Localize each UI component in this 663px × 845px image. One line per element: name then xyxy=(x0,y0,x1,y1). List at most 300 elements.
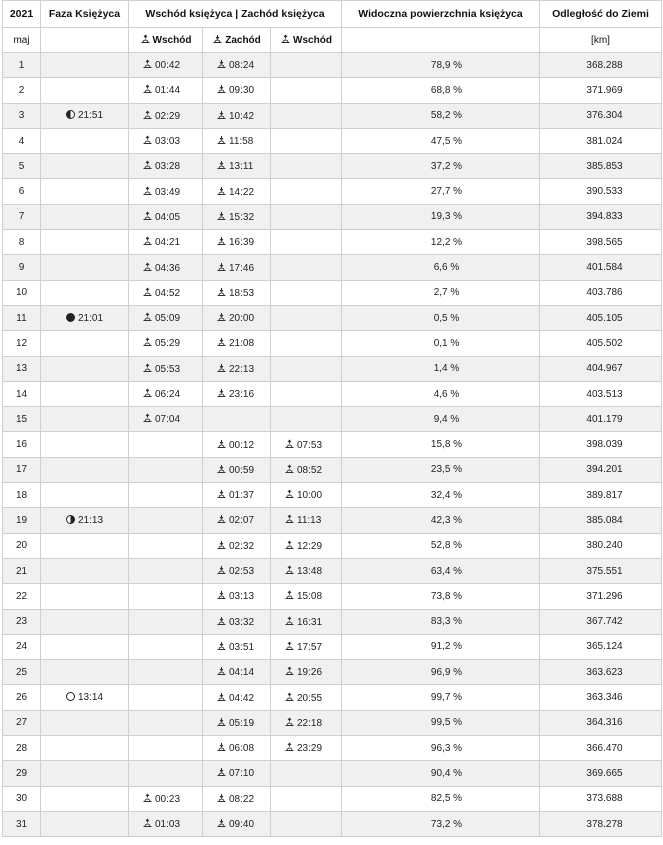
table-row xyxy=(3,786,662,811)
moonrise-cell xyxy=(129,356,203,381)
phase-cell xyxy=(41,786,129,811)
visible-surface-cell: 90,4 % xyxy=(342,761,540,786)
phase-cell xyxy=(41,154,129,179)
moonrise2-cell xyxy=(271,103,342,128)
set-time: 08:24 xyxy=(229,60,255,72)
moonrise2-cell xyxy=(271,230,342,255)
distance-cell: 381.024 xyxy=(540,128,662,153)
moonrise-cell xyxy=(129,381,203,406)
moonset-cell xyxy=(203,660,271,685)
visible-surface-cell: 96,3 % xyxy=(342,736,540,761)
moonrise2-cell xyxy=(271,356,342,381)
moonrise-icon xyxy=(284,514,295,524)
moonrise-cell xyxy=(129,305,203,330)
moonset-icon xyxy=(216,641,227,651)
table-row xyxy=(3,128,662,153)
moonrise2-cell xyxy=(271,483,342,508)
moonrise-cell xyxy=(129,761,203,786)
moonrise-cell xyxy=(129,53,203,78)
phase-time: 21:51 xyxy=(77,110,104,122)
moonrise2-cell xyxy=(271,255,342,280)
day-cell: 15 xyxy=(3,407,41,432)
moonrise-cell xyxy=(129,811,203,836)
moonset-icon xyxy=(216,666,227,676)
set-time: 09:40 xyxy=(229,819,255,831)
table-row xyxy=(3,710,662,735)
visible-surface-cell: 83,3 % xyxy=(342,609,540,634)
moonrise2-cell xyxy=(271,457,342,482)
rise2-time: 10:00 xyxy=(297,490,323,502)
moonset-cell xyxy=(203,634,271,659)
visible-surface-cell: 1,4 % xyxy=(342,356,540,381)
distance-cell: 405.502 xyxy=(540,331,662,356)
moonrise-icon xyxy=(142,262,153,272)
distance-cell: 403.786 xyxy=(540,280,662,305)
phase-cell xyxy=(41,660,129,685)
distance-cell: 398.565 xyxy=(540,230,662,255)
moonrise-icon xyxy=(284,464,295,474)
visible-surface-cell: 0,5 % xyxy=(342,305,540,330)
table-row xyxy=(3,736,662,761)
moonrise-icon xyxy=(142,287,153,297)
moonrise-cell xyxy=(129,508,203,533)
distance-cell: 394.201 xyxy=(540,457,662,482)
moonrise-cell xyxy=(129,280,203,305)
day-cell: 30 xyxy=(3,786,41,811)
table-row xyxy=(3,660,662,685)
phase-cell xyxy=(41,533,129,558)
moonset-cell xyxy=(203,78,271,103)
moonrise-cell xyxy=(129,230,203,255)
table-row xyxy=(3,761,662,786)
phase-cell xyxy=(41,204,129,229)
moonset-icon xyxy=(216,110,227,120)
distance-cell: 401.584 xyxy=(540,255,662,280)
set-time: 17:46 xyxy=(229,262,255,274)
moonrise-icon xyxy=(142,793,153,803)
rise2-time: 11:13 xyxy=(297,515,322,527)
phase-cell xyxy=(41,53,129,78)
moonset-icon xyxy=(216,464,227,474)
distance-cell: 380.240 xyxy=(540,533,662,558)
phase-cell xyxy=(41,736,129,761)
day-cell: 19 xyxy=(3,508,41,533)
header-row-sub xyxy=(3,28,662,53)
moonrise-icon xyxy=(142,135,153,145)
moonset-icon xyxy=(212,34,223,44)
visible-surface-cell: 78,9 % xyxy=(342,53,540,78)
moonrise-icon xyxy=(142,236,153,246)
table-row xyxy=(3,634,662,659)
distance-cell: 364.316 xyxy=(540,710,662,735)
rise1-time: 05:09 xyxy=(155,313,181,325)
distance-cell: 373.688 xyxy=(540,786,662,811)
table-row xyxy=(3,381,662,406)
visible-surface-cell: 99,5 % xyxy=(342,710,540,735)
set-time: 03:32 xyxy=(229,616,255,628)
visible-surface-cell: 4,6 % xyxy=(342,381,540,406)
moonset-icon xyxy=(216,565,227,575)
visible-surface-cell: 99,7 % xyxy=(342,685,540,710)
table-row xyxy=(3,53,662,78)
moonrise2-cell xyxy=(271,432,342,457)
moonrise-cell xyxy=(129,331,203,356)
day-cell: 5 xyxy=(3,154,41,179)
moonset-icon xyxy=(216,262,227,272)
moonrise-icon xyxy=(284,742,295,752)
moonrise2-cell xyxy=(271,558,342,583)
moonrise-icon xyxy=(284,641,295,651)
set-time: 02:07 xyxy=(229,515,255,527)
distance-cell: 404.967 xyxy=(540,356,662,381)
distance-cell: 385.853 xyxy=(540,154,662,179)
moonset-icon xyxy=(216,211,227,221)
distance-cell: 371.296 xyxy=(540,584,662,609)
moonrise2-cell xyxy=(271,53,342,78)
table-row xyxy=(3,179,662,204)
moonrise-icon xyxy=(142,388,153,398)
moonrise-icon xyxy=(142,312,153,322)
rise1-time: 02:29 xyxy=(155,110,181,122)
visible-surface-cell: 19,3 % xyxy=(342,204,540,229)
table-row xyxy=(3,230,662,255)
distance-cell: 376.304 xyxy=(540,103,662,128)
visible-surface-cell: 47,5 % xyxy=(342,128,540,153)
day-cell: 11 xyxy=(3,305,41,330)
phase-cell xyxy=(41,609,129,634)
moonset-cell xyxy=(203,609,271,634)
phase-cell xyxy=(41,710,129,735)
moonset-cell xyxy=(203,255,271,280)
distance-cell: 365.124 xyxy=(540,634,662,659)
set-time: 07:10 xyxy=(229,768,255,780)
rise1-time: 06:24 xyxy=(155,389,181,400)
phase-cell xyxy=(41,381,129,406)
rise2-subheader xyxy=(271,28,342,53)
set-time: 18:53 xyxy=(229,287,255,299)
distance-cell: 371.969 xyxy=(540,78,662,103)
moonset-icon xyxy=(216,590,227,600)
moonrise-icon xyxy=(142,211,153,221)
day-cell: 29 xyxy=(3,761,41,786)
set-time: 00:59 xyxy=(229,464,255,476)
day-cell: 13 xyxy=(3,356,41,381)
moonrise2-cell xyxy=(271,78,342,103)
moonset-cell xyxy=(203,356,271,381)
day-cell: 17 xyxy=(3,457,41,482)
moonrise2-cell xyxy=(271,533,342,558)
moonset-cell xyxy=(203,761,271,786)
moonrise-icon xyxy=(284,540,295,550)
moonset-cell xyxy=(203,154,271,179)
phase-cell xyxy=(41,78,129,103)
first-quarter-icon xyxy=(66,515,75,524)
set-time: 01:37 xyxy=(229,490,255,502)
moonset-cell xyxy=(203,407,271,432)
moonset-cell xyxy=(203,432,271,457)
moonrise-cell xyxy=(129,457,203,482)
moonrise-cell xyxy=(129,634,203,659)
set-time: 02:53 xyxy=(229,566,255,578)
visible-surface-cell: 82,5 % xyxy=(342,786,540,811)
day-cell: 22 xyxy=(3,584,41,609)
moonset-cell xyxy=(203,305,271,330)
rise1-time: 04:05 xyxy=(155,211,181,223)
moonrise2-cell xyxy=(271,584,342,609)
set-time: 03:13 xyxy=(229,591,255,603)
new-moon-icon xyxy=(66,313,75,322)
rise1-time: 04:21 xyxy=(155,237,181,249)
moonrise-icon xyxy=(142,818,153,828)
moonrise2-cell xyxy=(271,761,342,786)
moonrise-cell xyxy=(129,179,203,204)
day-cell: 24 xyxy=(3,634,41,659)
moonrise-cell xyxy=(129,483,203,508)
set-subheader-label: Zachód xyxy=(225,35,261,46)
table-row xyxy=(3,609,662,634)
moonrise2-cell xyxy=(271,381,342,406)
moonset-icon xyxy=(216,59,227,69)
day-cell: 3 xyxy=(3,103,41,128)
moonset-cell xyxy=(203,457,271,482)
set-time: 06:08 xyxy=(229,743,255,755)
moonrise-cell xyxy=(129,736,203,761)
moonrise-cell xyxy=(129,786,203,811)
moonrise2-cell xyxy=(271,736,342,761)
table-row xyxy=(3,204,662,229)
moonrise-cell xyxy=(129,432,203,457)
day-cell: 31 xyxy=(3,811,41,836)
moonset-icon xyxy=(216,388,227,398)
rise2-time: 17:57 xyxy=(297,641,323,653)
day-cell: 16 xyxy=(3,432,41,457)
moonrise-cell xyxy=(129,154,203,179)
moonset-cell xyxy=(203,103,271,128)
moonset-icon xyxy=(216,692,227,702)
moonset-icon xyxy=(216,439,227,449)
phase-cell xyxy=(41,407,129,432)
visible-surface-cell: 58,2 % xyxy=(342,103,540,128)
set-time: 10:42 xyxy=(229,110,255,122)
moonrise-icon xyxy=(142,186,153,196)
day-cell: 6 xyxy=(3,179,41,204)
day-cell: 12 xyxy=(3,331,41,356)
phase-cell xyxy=(41,103,129,128)
table-row xyxy=(3,483,662,508)
moonset-cell xyxy=(203,710,271,735)
moonset-icon xyxy=(216,135,227,145)
distance-cell: 398.039 xyxy=(540,432,662,457)
moonset-cell xyxy=(203,381,271,406)
table-row xyxy=(3,457,662,482)
moonset-cell xyxy=(203,584,271,609)
table-row xyxy=(3,280,662,305)
phase-cell xyxy=(41,128,129,153)
day-cell: 27 xyxy=(3,710,41,735)
phase-cell xyxy=(41,558,129,583)
moonset-icon xyxy=(216,793,227,803)
moonrise-icon xyxy=(142,160,153,170)
moonset-icon xyxy=(216,363,227,373)
distance-cell: 394.833 xyxy=(540,204,662,229)
set-time: 04:14 xyxy=(229,667,255,679)
moonrise-cell xyxy=(129,78,203,103)
phase-cell xyxy=(41,432,129,457)
moonset-cell xyxy=(203,533,271,558)
distance-cell: 385.084 xyxy=(540,508,662,533)
visible-subheader xyxy=(342,28,540,53)
rise1-time: 01:03 xyxy=(155,819,181,831)
rise2-time: 07:53 xyxy=(297,439,323,451)
phase-cell xyxy=(41,331,129,356)
moonset-icon xyxy=(216,84,227,94)
distance-cell: 375.551 xyxy=(540,558,662,583)
rise-set-header: Wschód księżyca | Zachód księżyca xyxy=(129,1,342,28)
moonrise-cell xyxy=(129,103,203,128)
visible-surface-cell: 96,9 % xyxy=(342,660,540,685)
moonrise-icon xyxy=(284,692,295,702)
full-moon-icon xyxy=(66,692,75,701)
moonset-icon xyxy=(216,312,227,322)
distance-cell: 401.179 xyxy=(540,407,662,432)
distance-cell: 363.623 xyxy=(540,660,662,685)
moonset-cell xyxy=(203,204,271,229)
phase-cell xyxy=(41,508,129,533)
phase-subheader xyxy=(41,28,129,53)
rise2-time: 23:29 xyxy=(297,743,323,755)
rise2-time: 13:48 xyxy=(297,566,323,578)
visible-surface-cell: 2,7 % xyxy=(342,280,540,305)
moonset-icon xyxy=(216,717,227,727)
phase-cell xyxy=(41,761,129,786)
moonset-icon xyxy=(216,818,227,828)
set-time: 15:32 xyxy=(229,211,255,223)
phase-cell xyxy=(41,305,129,330)
phase-cell xyxy=(41,685,129,710)
set-time: 05:19 xyxy=(229,717,255,729)
set-time: 13:11 xyxy=(229,161,254,173)
table-row xyxy=(3,331,662,356)
moonrise-icon xyxy=(284,717,295,727)
moonrise-icon xyxy=(284,666,295,676)
rise1-time: 04:52 xyxy=(155,287,181,299)
distance-cell: 366.470 xyxy=(540,736,662,761)
visible-surface-cell: 0,1 % xyxy=(342,331,540,356)
moonset-cell xyxy=(203,331,271,356)
moonrise-icon xyxy=(280,34,291,44)
moonrise2-cell xyxy=(271,508,342,533)
moonrise2-cell xyxy=(271,128,342,153)
table-row xyxy=(3,103,662,128)
rise2-time: 15:08 xyxy=(297,591,323,603)
moonrise2-cell xyxy=(271,710,342,735)
rise1-time: 05:29 xyxy=(155,338,181,350)
distance-cell: 363.346 xyxy=(540,685,662,710)
set-time: 23:16 xyxy=(229,389,255,400)
moonrise-icon xyxy=(142,337,153,347)
day-cell: 7 xyxy=(3,204,41,229)
moonset-icon xyxy=(216,160,227,170)
visible-surface-cell: 32,4 % xyxy=(342,483,540,508)
table-row xyxy=(3,356,662,381)
distance-cell: 368.288 xyxy=(540,53,662,78)
visible-surface-cell: 73,8 % xyxy=(342,584,540,609)
phase-cell xyxy=(41,255,129,280)
moonset-cell xyxy=(203,685,271,710)
day-cell: 20 xyxy=(3,533,41,558)
set-time: 22:13 xyxy=(229,363,255,375)
moonset-icon xyxy=(216,514,227,524)
phase-time: 13:14 xyxy=(77,692,104,704)
last-quarter-icon xyxy=(66,110,75,119)
day-cell: 4 xyxy=(3,128,41,153)
moonset-cell xyxy=(203,508,271,533)
set-time: 14:22 xyxy=(229,186,255,198)
set-time: 16:39 xyxy=(229,237,255,249)
rise1-time: 04:36 xyxy=(155,262,181,274)
month-header: maj xyxy=(3,28,41,53)
rise1-time: 03:28 xyxy=(155,161,181,173)
distance-unit-header: [km] xyxy=(540,28,662,53)
table-row xyxy=(3,558,662,583)
rise2-time: 22:18 xyxy=(297,717,323,729)
day-cell: 21 xyxy=(3,558,41,583)
day-cell: 9 xyxy=(3,255,41,280)
moonrise-icon xyxy=(284,489,295,499)
moonrise2-cell xyxy=(271,660,342,685)
moonset-icon xyxy=(216,767,227,777)
rise2-time: 16:31 xyxy=(297,616,323,628)
moonrise-icon xyxy=(142,413,153,423)
moonset-cell xyxy=(203,811,271,836)
rise2-subheader-label: Wschód xyxy=(293,35,332,46)
moonset-cell xyxy=(203,736,271,761)
moonrise-icon xyxy=(142,84,153,94)
moonrise-cell xyxy=(129,204,203,229)
moonrise-icon xyxy=(284,439,295,449)
set-time: 03:51 xyxy=(229,641,255,653)
moonrise-icon xyxy=(142,363,153,373)
phase-cell xyxy=(41,179,129,204)
moonset-icon xyxy=(216,742,227,752)
moonrise-icon xyxy=(284,565,295,575)
phase-time: 21:13 xyxy=(77,514,104,526)
table-row xyxy=(3,811,662,836)
visible-surface-cell: 52,8 % xyxy=(342,533,540,558)
rise1-time: 03:49 xyxy=(155,186,181,198)
visible-surface-cell: 91,2 % xyxy=(342,634,540,659)
phase-cell xyxy=(41,634,129,659)
phase-cell xyxy=(41,230,129,255)
rise1-time: 07:04 xyxy=(155,414,181,426)
visible-surface-cell: 68,8 % xyxy=(342,78,540,103)
phase-cell xyxy=(41,457,129,482)
moonrise2-cell xyxy=(271,786,342,811)
set-time: 20:00 xyxy=(229,313,255,325)
day-cell: 1 xyxy=(3,53,41,78)
moon-calendar-table xyxy=(2,0,662,837)
moonset-cell xyxy=(203,786,271,811)
phase-cell xyxy=(41,280,129,305)
distance-cell: 405.105 xyxy=(540,305,662,330)
visible-surface-cell: 73,2 % xyxy=(342,811,540,836)
moonrise-cell xyxy=(129,685,203,710)
phase-cell xyxy=(41,483,129,508)
table-row xyxy=(3,154,662,179)
day-cell: 8 xyxy=(3,230,41,255)
visible-surface-cell: 63,4 % xyxy=(342,558,540,583)
visible-surface-cell: 42,3 % xyxy=(342,508,540,533)
